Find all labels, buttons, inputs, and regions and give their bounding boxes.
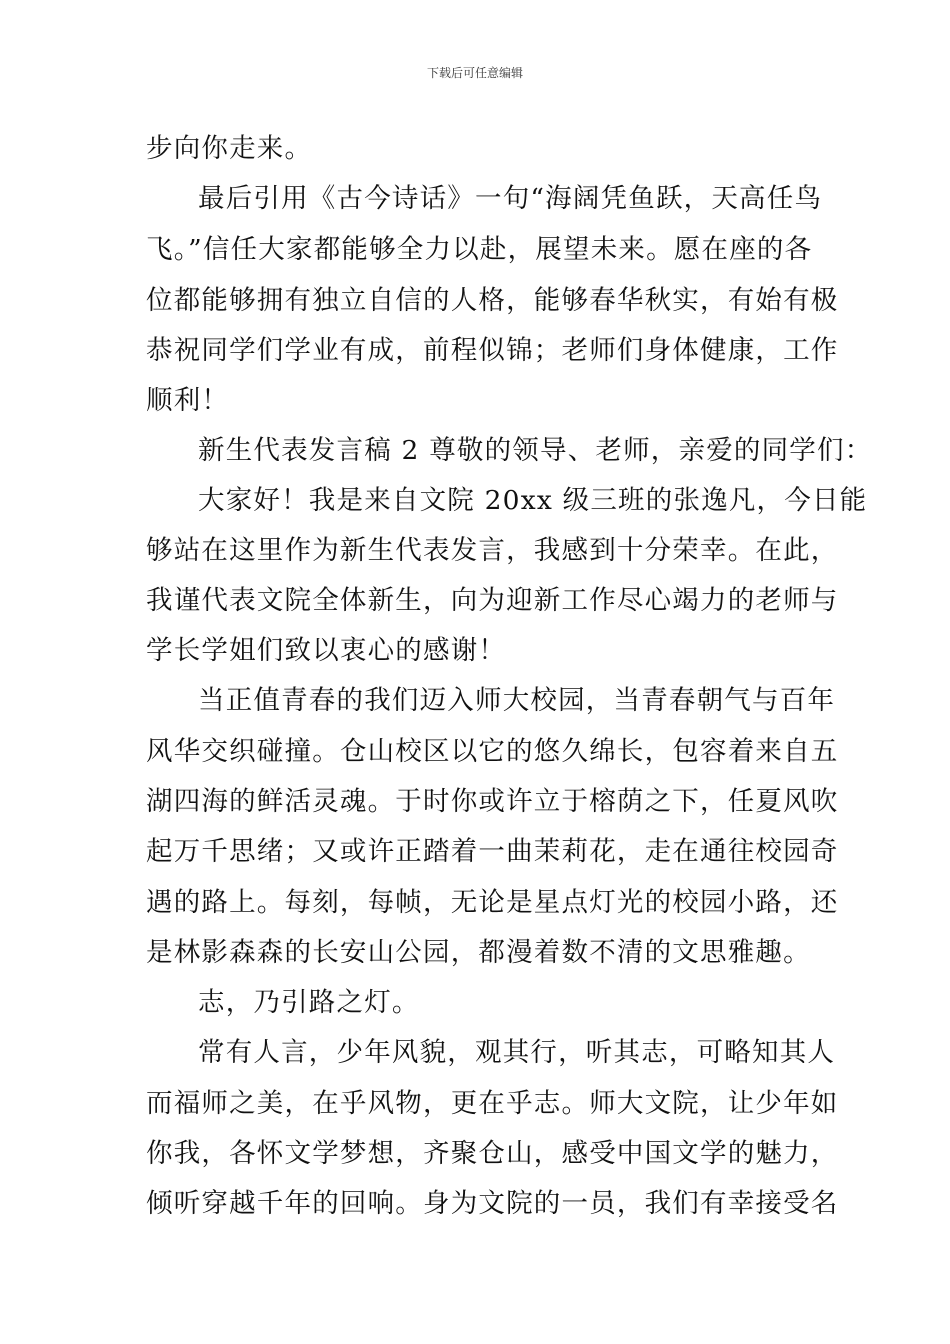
- text-line: 是林影森森的长安山公园，都漫着数不清的文思雅趣。: [146, 937, 811, 968]
- text-line: 大家好！我是来自文院 20xx 级三班的张逸凡，今日能: [198, 485, 868, 516]
- text-line: 步向你走来。: [146, 133, 313, 164]
- text-line: 顺利！: [146, 385, 230, 416]
- text-line: 新生代表发言稿 2 尊敬的领导、老师，亲爱的同学们：: [198, 435, 873, 466]
- text-line: 风华交织碰撞。仓山校区以它的悠久绵长，包容着来自五: [146, 736, 839, 767]
- text-line: 遇的路上。每刻，每帧，无论是星点灯光的校园小路，还: [146, 887, 839, 918]
- text-line: 飞。”信任大家都能够全力以赴，展望未来。愿在座的各: [146, 234, 813, 265]
- text-line: 恭祝同学们学业有成，前程似锦；老师们身体健康，工作: [146, 335, 839, 366]
- text-line: 学长学姐们致以衷心的感谢！: [146, 635, 507, 666]
- text-line: 位都能够拥有独立自信的人格，能够春华秋实，有始有极: [146, 285, 839, 316]
- text-line: 起万千思绪；又或许正踏着一曲茉莉花，走在通往校园奇: [146, 836, 839, 867]
- text-line: 我谨代表文院全体新生，向为迎新工作尽心竭力的老师与: [146, 585, 839, 616]
- page-header: 下载后可任意编辑: [426, 66, 523, 80]
- text-line: 够站在这里作为新生代表发言，我感到十分荣幸。在此，: [146, 535, 839, 566]
- text-line: 湖四海的鲜活灵魂。于时你或许立于榕荫之下，任夏风吹: [146, 786, 839, 817]
- text-line: 而福师之美，在乎风物，更在乎志。师大文院，让少年如: [146, 1088, 839, 1119]
- text-line: 最后引用《古今诗话》一句“海阔凭鱼跃，天高任鸟: [198, 183, 823, 214]
- text-line: 当正值青春的我们迈入师大校园，当青春朝气与百年: [198, 685, 836, 716]
- text-line: 倾听穿越千年的回响。身为文院的一员，我们有幸接受名: [146, 1188, 839, 1219]
- text-line: 志，乃引路之灯。: [198, 987, 420, 1018]
- text-line: 常有人言，少年风貌，观其行，听其志，可略知其人: [198, 1037, 836, 1068]
- text-line: 你我，各怀文学梦想，齐聚仓山，感受中国文学的魅力，: [146, 1138, 839, 1169]
